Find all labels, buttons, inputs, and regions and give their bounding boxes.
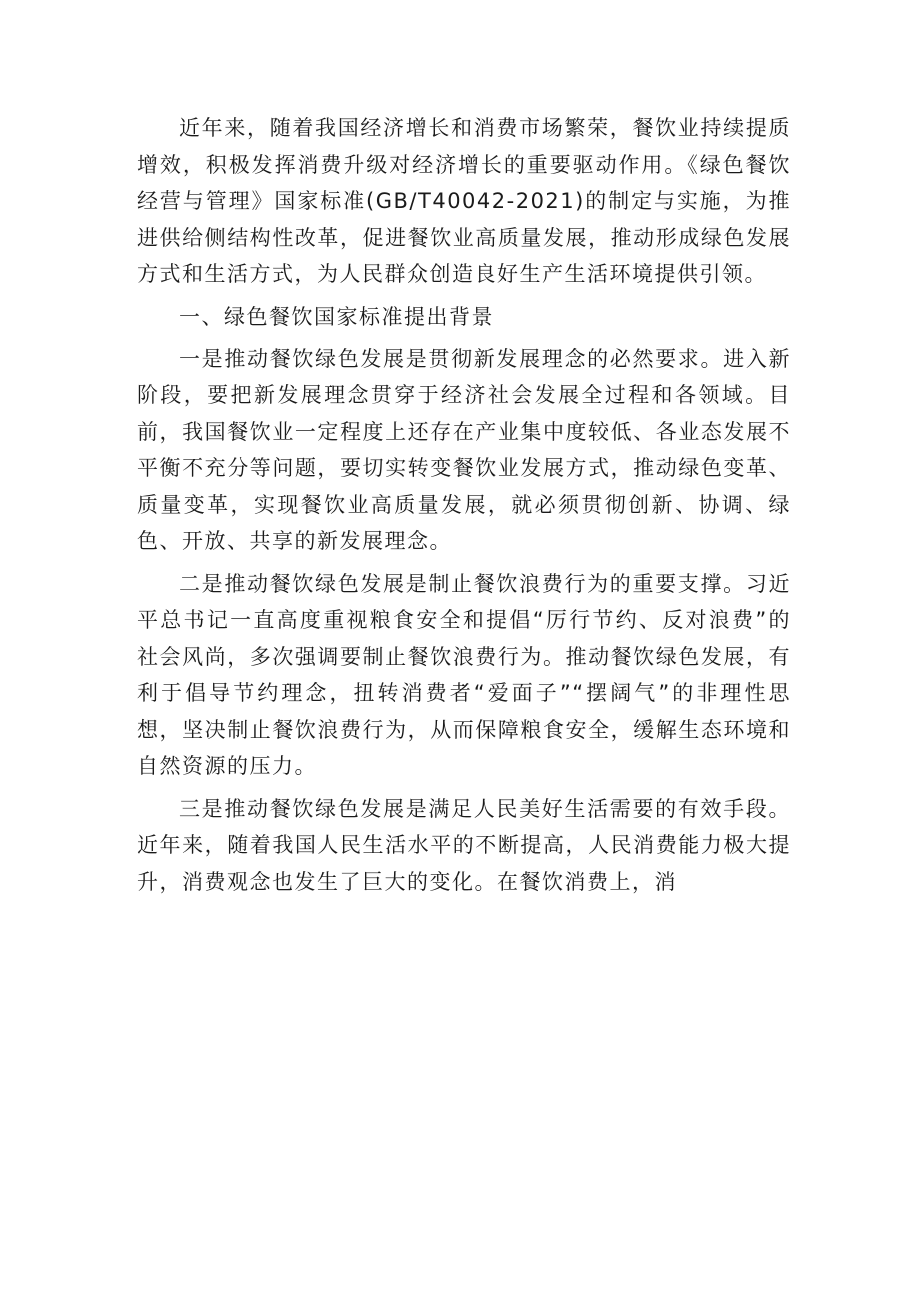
paragraph-point-two: 二是推动餐饮绿色发展是制止餐饮浪费行为的重要支撑。习近平总书记一直高度重视粮食安全和提倡“厉行节约、反对浪费”的社会风尚，多次强调要制止餐饮浪费行为。推动餐饮绿色发展，有利于倡导节约理念，扭转消费者“爱面子”“摆阔气”的非理性思想，坚决制止餐饮浪费行为，从而保障粮食安全，缓解生态环境和自然资源的压力。 [137,571,791,778]
section-heading: 一、绿色餐饮国家标准提出背景 [179,304,494,329]
document-page [137,110,791,900]
paragraph-point-one: 一是推动餐饮绿色发展是贯彻新发展理念的必然要求。进入新阶段，要把新发展理念贯穿于经济社会发展全过程和各领域。目前，我国餐饮业一定程度上还存在产业集中度较低、各业态发展不平衡不充分等问题，要切实转变餐饮业发展方式，推动绿色变革、质量变革，实现餐饮业高质量发展，就必须贯彻创新、协调、绿色、开放、共享的新发展理念。 [137,346,791,553]
paragraph-intro: 近年来，随着我国经济增长和消费市场繁荣，餐饮业持续提质增效，积极发挥消费升级对经济增长的重要驱动作用。《绿色餐饮经营与管理》国家标准(GB/T40042-2021)的制定与实施，为推进供给侧结构性改革，促进餐饮业高质量发展，推动形成绿色发展方式和生活方式，为人民群众创造良好生产生活环境提供引领。 [137,116,791,286]
paragraph-point-three: 三是推动餐饮绿色发展是满足人民美好生活需要的有效手段。近年来，随着我国人民生活水平的不断提高，人民消费能力极大提升，消费观念也发生了巨大的变化。在餐饮消费上，消 [137,796,791,894]
